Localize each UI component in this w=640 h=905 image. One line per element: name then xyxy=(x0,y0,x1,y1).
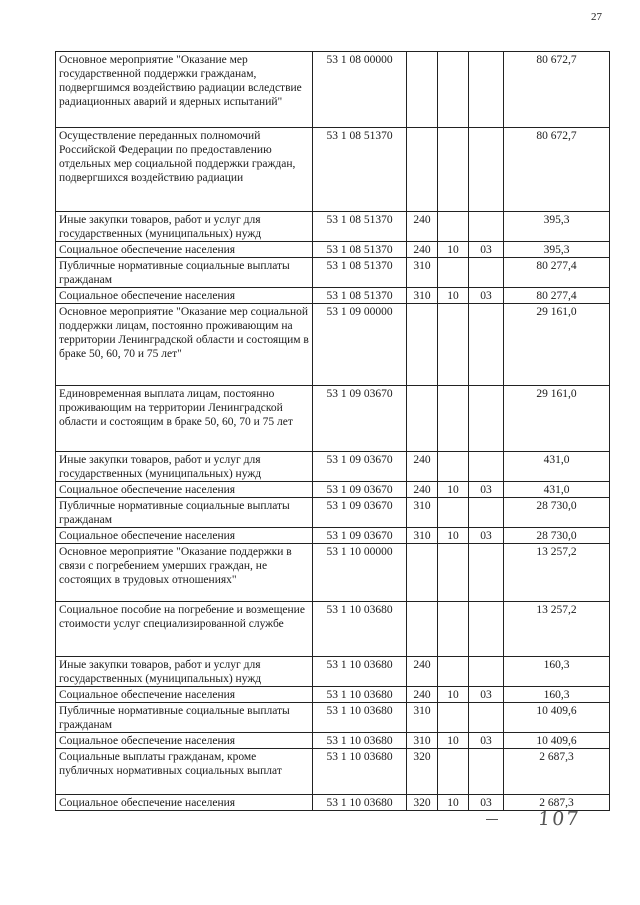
row-amount: 2 687,3 xyxy=(504,749,610,795)
row-expense-type: 310 xyxy=(407,703,438,733)
row-section xyxy=(438,657,469,687)
row-amount: 80 277,4 xyxy=(504,288,610,304)
row-expense-type: 310 xyxy=(407,733,438,749)
row-expense-type: 310 xyxy=(407,258,438,288)
row-name: Социальные выплаты гражданам, кроме публичных нормативных социальных выплат xyxy=(56,749,313,795)
row-amount: 80 672,7 xyxy=(504,128,610,212)
row-section: 10 xyxy=(438,795,469,811)
row-name: Социальное обеспечение населения xyxy=(56,242,313,258)
row-section xyxy=(438,602,469,657)
table-row xyxy=(56,52,610,128)
table-row xyxy=(56,602,610,657)
row-subsection xyxy=(469,544,504,602)
row-subsection xyxy=(469,602,504,657)
table-row xyxy=(56,544,610,602)
row-section xyxy=(438,452,469,482)
row-subsection xyxy=(469,128,504,212)
row-subsection xyxy=(469,703,504,733)
row-section xyxy=(438,749,469,795)
row-name: Социальное обеспечение населения xyxy=(56,687,313,703)
row-section xyxy=(438,703,469,733)
row-section xyxy=(438,498,469,528)
row-code: 53 1 08 51370 xyxy=(313,258,407,288)
table-row xyxy=(56,128,610,212)
row-name: Социальное обеспечение населения xyxy=(56,528,313,544)
row-subsection xyxy=(469,304,504,386)
table-row xyxy=(56,749,610,795)
table-row xyxy=(56,242,610,258)
row-name: Иные закупки товаров, работ и услуг для государственных (муниципальных) нужд xyxy=(56,657,313,687)
signature-dash xyxy=(486,819,498,820)
row-section: 10 xyxy=(438,528,469,544)
row-code: 53 1 09 03670 xyxy=(313,452,407,482)
row-amount: 431,0 xyxy=(504,452,610,482)
row-subsection: 03 xyxy=(469,795,504,811)
row-subsection xyxy=(469,52,504,128)
row-name: Социальное обеспечение населения xyxy=(56,288,313,304)
row-expense-type: 240 xyxy=(407,657,438,687)
row-code: 53 1 10 03680 xyxy=(313,602,407,657)
row-section: 10 xyxy=(438,242,469,258)
row-code: 53 1 10 03680 xyxy=(313,657,407,687)
row-code: 53 1 10 03680 xyxy=(313,703,407,733)
row-amount: 10 409,6 xyxy=(504,733,610,749)
row-code: 53 1 10 03680 xyxy=(313,749,407,795)
row-name: Публичные нормативные социальные выплаты гражданам xyxy=(56,703,313,733)
table-row xyxy=(56,498,610,528)
row-expense-type xyxy=(407,128,438,212)
row-section xyxy=(438,544,469,602)
row-section xyxy=(438,212,469,242)
budget-table xyxy=(55,51,610,811)
table-row xyxy=(56,288,610,304)
row-code: 53 1 08 51370 xyxy=(313,242,407,258)
row-subsection xyxy=(469,657,504,687)
table-row xyxy=(56,687,610,703)
row-section xyxy=(438,128,469,212)
row-subsection xyxy=(469,498,504,528)
table-row xyxy=(56,386,610,452)
row-expense-type xyxy=(407,544,438,602)
row-amount: 13 257,2 xyxy=(504,544,610,602)
row-name: Социальное обеспечение населения xyxy=(56,482,313,498)
row-subsection: 03 xyxy=(469,482,504,498)
table-row xyxy=(56,452,610,482)
table-row xyxy=(56,657,610,687)
table-row xyxy=(56,795,610,811)
row-amount: 28 730,0 xyxy=(504,498,610,528)
row-section: 10 xyxy=(438,288,469,304)
row-amount: 160,3 xyxy=(504,687,610,703)
row-subsection: 03 xyxy=(469,687,504,703)
page-number: 27 xyxy=(591,11,602,23)
row-amount: 29 161,0 xyxy=(504,386,610,452)
row-code: 53 1 09 00000 xyxy=(313,304,407,386)
row-expense-type: 240 xyxy=(407,212,438,242)
table-row xyxy=(56,733,610,749)
row-section xyxy=(438,304,469,386)
row-amount: 10 409,6 xyxy=(504,703,610,733)
table-row xyxy=(56,258,610,288)
row-subsection xyxy=(469,749,504,795)
row-code: 53 1 09 03670 xyxy=(313,386,407,452)
row-subsection xyxy=(469,386,504,452)
row-code: 53 1 10 00000 xyxy=(313,544,407,602)
row-section: 10 xyxy=(438,733,469,749)
table-body xyxy=(56,52,610,811)
row-amount: 80 672,7 xyxy=(504,52,610,128)
row-section xyxy=(438,258,469,288)
row-expense-type xyxy=(407,386,438,452)
row-expense-type: 310 xyxy=(407,498,438,528)
row-expense-type: 310 xyxy=(407,528,438,544)
row-name: Иные закупки товаров, работ и услуг для государственных (муниципальных) нужд xyxy=(56,212,313,242)
row-expense-type: 320 xyxy=(407,749,438,795)
row-section xyxy=(438,386,469,452)
row-expense-type: 240 xyxy=(407,242,438,258)
row-expense-type xyxy=(407,52,438,128)
row-expense-type: 310 xyxy=(407,288,438,304)
row-expense-type: 240 xyxy=(407,482,438,498)
row-code: 53 1 08 51370 xyxy=(313,212,407,242)
row-expense-type: 240 xyxy=(407,452,438,482)
row-name: Основное мероприятие "Оказание поддержки в связи с погребением умерших граждан, не состоящих в трудовых отношениях" xyxy=(56,544,313,602)
table-row xyxy=(56,528,610,544)
row-amount: 80 277,4 xyxy=(504,258,610,288)
row-subsection: 03 xyxy=(469,242,504,258)
row-amount: 29 161,0 xyxy=(504,304,610,386)
row-name: Единовременная выплата лицам, постоянно проживающим на территории Ленинградской области и состоящим в браке 50, 60, 70 и 75 лет xyxy=(56,386,313,452)
table-row xyxy=(56,703,610,733)
row-section: 10 xyxy=(438,482,469,498)
row-subsection xyxy=(469,258,504,288)
row-name: Основное мероприятие "Оказание мер государственной поддержки гражданам, подвергшимся воздействию радиации вследствие радиационных аварий и ядерных испытаний" xyxy=(56,52,313,128)
row-amount: 431,0 xyxy=(504,482,610,498)
row-name: Осуществление переданных полномочий Российской Федерации по предоставлению отдельных мер социальной поддержки граждан, подвергшихся воздействию радиации xyxy=(56,128,313,212)
row-expense-type: 320 xyxy=(407,795,438,811)
row-section: 10 xyxy=(438,687,469,703)
row-amount: 395,3 xyxy=(504,212,610,242)
row-code: 53 1 10 03680 xyxy=(313,795,407,811)
row-name: Социальное пособие на погребение и возмещение стоимости услуг специализированной службе xyxy=(56,602,313,657)
table-row xyxy=(56,482,610,498)
row-subsection xyxy=(469,452,504,482)
row-amount: 28 730,0 xyxy=(504,528,610,544)
row-code: 53 1 08 51370 xyxy=(313,288,407,304)
row-name: Социальное обеспечение населения xyxy=(56,795,313,811)
row-name: Основное мероприятие "Оказание мер социальной поддержки лицам, постоянно проживающим на территории Ленинградской области и состоящим в браке 50, 60, 70 и 75 лет" xyxy=(56,304,313,386)
row-code: 53 1 10 03680 xyxy=(313,733,407,749)
row-subsection: 03 xyxy=(469,528,504,544)
row-code: 53 1 09 03670 xyxy=(313,482,407,498)
row-expense-type: 240 xyxy=(407,687,438,703)
row-amount: 160,3 xyxy=(504,657,610,687)
row-amount: 2 687,3 xyxy=(504,795,610,811)
row-code: 53 1 09 03670 xyxy=(313,498,407,528)
row-name: Публичные нормативные социальные выплаты гражданам xyxy=(56,258,313,288)
row-subsection: 03 xyxy=(469,288,504,304)
row-subsection xyxy=(469,212,504,242)
row-expense-type xyxy=(407,602,438,657)
row-name: Социальное обеспечение населения xyxy=(56,733,313,749)
row-code: 53 1 08 51370 xyxy=(313,128,407,212)
row-code: 53 1 08 00000 xyxy=(313,52,407,128)
row-code: 53 1 10 03680 xyxy=(313,687,407,703)
row-expense-type xyxy=(407,304,438,386)
table-row xyxy=(56,212,610,242)
row-code: 53 1 09 03670 xyxy=(313,528,407,544)
handwritten-page-number: 107 xyxy=(536,808,582,830)
row-amount: 395,3 xyxy=(504,242,610,258)
row-amount: 13 257,2 xyxy=(504,602,610,657)
row-name: Иные закупки товаров, работ и услуг для государственных (муниципальных) нужд xyxy=(56,452,313,482)
row-section xyxy=(438,52,469,128)
row-name: Публичные нормативные социальные выплаты гражданам xyxy=(56,498,313,528)
row-subsection: 03 xyxy=(469,733,504,749)
table-row xyxy=(56,304,610,386)
